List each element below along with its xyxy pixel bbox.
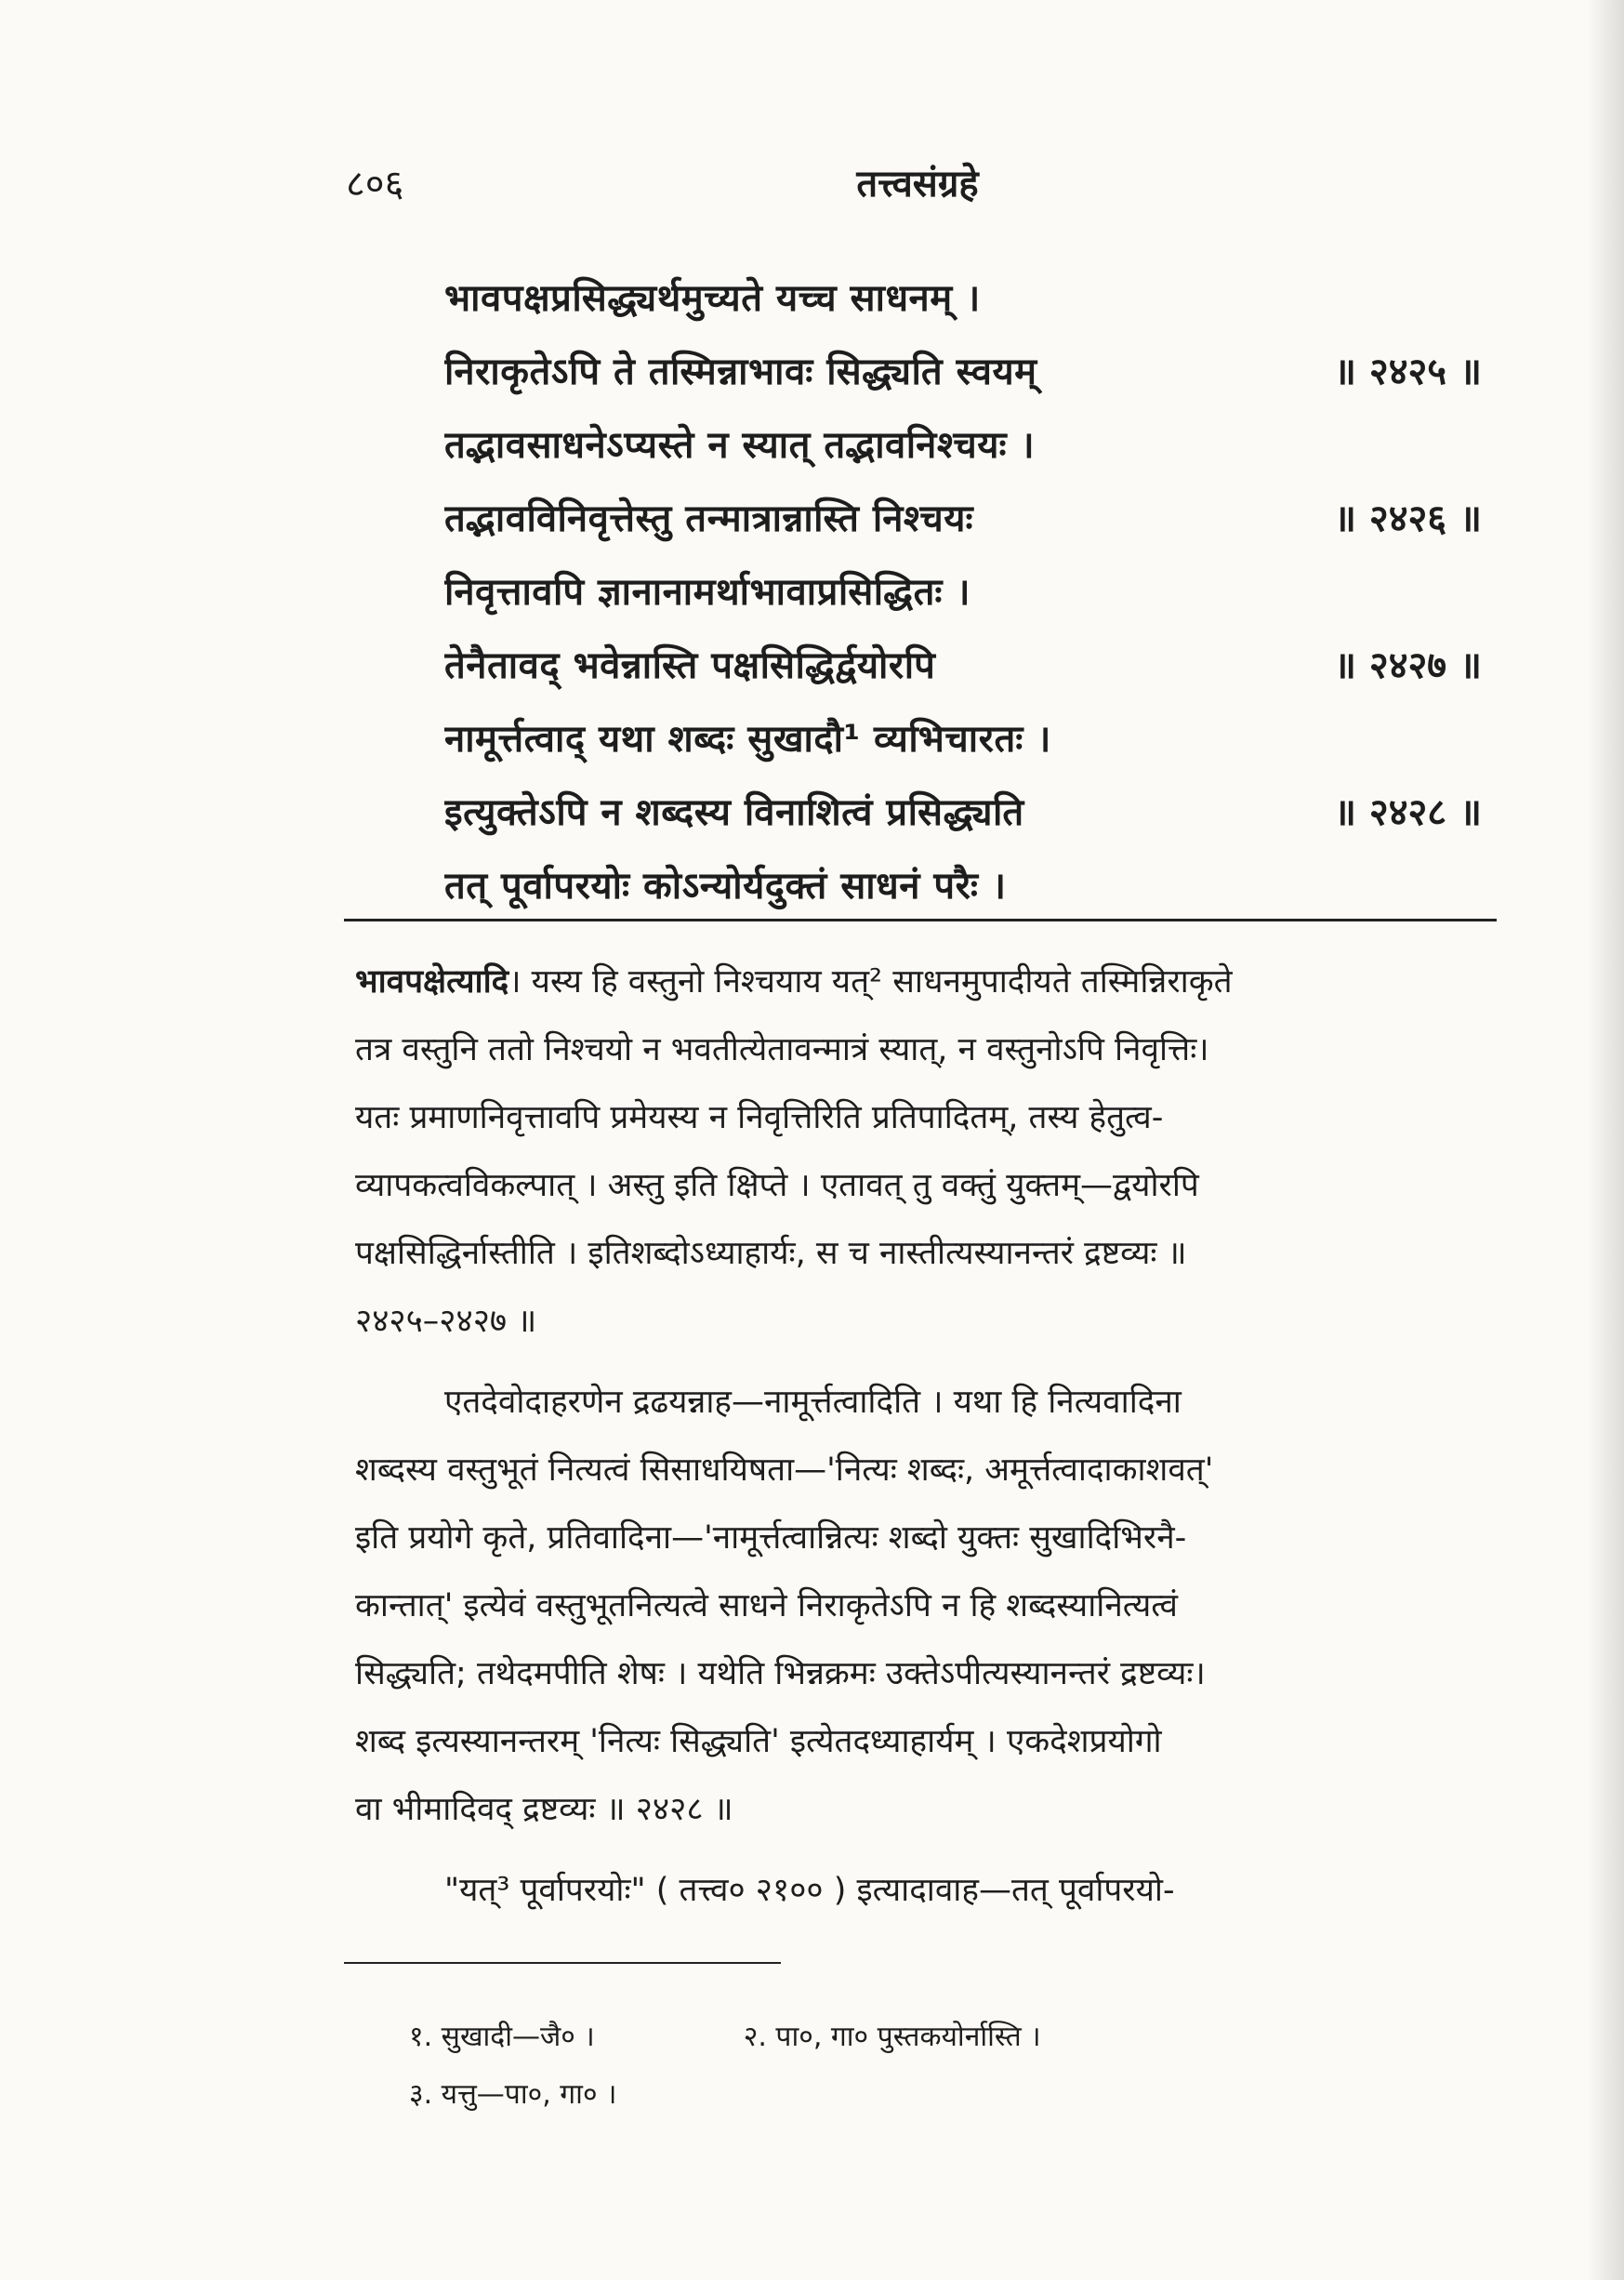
lemma: भावपक्षेत्यादि [355,963,509,1001]
verse-number: ॥ २४२७ ॥ [1334,644,1482,687]
commentary-line: शब्दस्य वस्तुभूतं नित्यत्वं सिसाधयिषता—'नित्यः शब्दः, अमूर्त्तत्वादाकाशवत्' [355,1452,1214,1489]
commentary-line: इति प्रयोगे कृते, प्रतिवादिना—'नामूर्त्तत्वान्नित्यः शब्दो युक्तः सुखादिभिरनै- [355,1519,1187,1557]
commentary-line: वा भीमादिवद् द्रष्टव्यः ॥ २४२८ ॥ [355,1791,733,1828]
page-header [346,156,1489,221]
verse-line: तेनैतावद् भवेन्नास्ति पक्षसिद्धिर्द्वयोरपि ॥ २४२७ ॥ [444,630,1485,703]
commentary-line: तत्र वस्तुनि ततो निश्चयो न भवतीत्येतावन्मात्रं स्यात्, न वस्तुनोऽपि निवृत्तिः। [355,1031,1209,1068]
commentary-line: कान्तात्' इत्येवं वस्तुभूतनित्यत्वे साधने निराकृतेऽपि न हि शब्दस्यानित्यत्वं [355,1587,1178,1624]
verse-line: तत् पूर्वापरयोः कोऽन्योर्यदुक्तं साधनं परैः । [444,865,1007,908]
commentary-paragraph [355,1857,1497,1925]
commentary-line: सिद्ध्यति; तथेदमपीति शेषः । यथेति भिन्नक्रमः उक्तेऽपीत्यस्यानन्तरं द्रष्टव्यः। [355,1655,1206,1692]
commentary-line: पक्षसिद्धिर्नास्तीति । इतिशब्दोऽध्याहार्यः, स च नास्तीत्यस्यानन्तरं द्रष्टव्यः ॥ [355,1235,1187,1272]
page-number: ८०६ [346,163,404,205]
verse-number: ॥ २४२८ ॥ [1334,791,1482,834]
commentary-paragraph [355,948,1497,1356]
scan-edge-shadow [1587,0,1624,2280]
commentary-line: एतदेवोदाहरणेन द्रढयन्नाह—नामूर्त्तत्वादिति । यथा हि नित्यवादिना [444,1384,1182,1421]
verse-line: भावपक्षप्रसिद्ध्यर्थमुच्यते यच्च साधनम् । [444,277,981,320]
commentary-line: शब्द इत्यस्यानन्तरम् 'नित्यः सिद्ध्यति' इत्येतदध्याहार्यम् । एकदेशप्रयोगो [355,1723,1162,1760]
commentary-line: २४२५–२४२७ ॥ [355,1303,537,1340]
verse-line: तद्भावविनिवृत्तेस्तु तन्मात्रान्नास्ति निश्चयः ॥ २४२६ ॥ [444,483,1485,556]
footnote: ३. यत्तु—पा०, गा० । [409,2078,617,2111]
commentary-line: व्यापकत्वविकल्पात् । अस्तु इति क्षिप्ते । एतावत् तु वक्तुं युक्तम्—द्वयोरपि [355,1167,1199,1204]
verse-block [444,262,1485,923]
commentary-line: "यत्³ पूर्वापरयोः" ( तत्त्व० २१०० ) इत्यादावाह—तत् पूर्वापरयो- [444,1872,1175,1909]
verse-line: निराकृतेऽपि ते तस्मिन्नाभावः सिद्ध्यति स्वयम् ॥ २४२५ ॥ [444,336,1485,409]
verse-line: नामूर्त्तत्वाद् यथा शब्दः सुखादौ¹ व्यभिचारतः । [444,718,1051,761]
commentary-paragraph [355,1369,1497,1844]
verse-number: ॥ २४२६ ॥ [1334,497,1482,540]
verse-number: ॥ २४२५ ॥ [1334,351,1482,393]
commentary-line: भावपक्षेत्यादि। यस्य हि वस्तुनो निश्चयाय यत्² साधनमुपादीयते तस्मिन्निराकृते [355,963,1233,1001]
verse-line: निवृत्तावपि ज्ञानानामर्थाभावाप्रसिद्धितः । [444,571,971,614]
commentary-block [355,948,1497,1938]
verse-line: तद्भावसाधनेऽप्यस्ते न स्यात् तद्भावनिश्चयः । [444,424,1036,467]
verse-line: इत्युक्तेऽपि न शब्दस्य विनाशित्वं प्रसिद्ध्यति ॥ २४२८ ॥ [444,776,1485,850]
commentary-line: यतः प्रमाणनिवृत्तावपि प्रमेयस्य न निवृत्तिरिति प्रतिपादितम्, तस्य हेतुत्व- [355,1099,1164,1136]
verse-commentary-divider [344,919,1497,921]
footnote-divider [344,1962,781,1964]
footnotes [409,2008,1487,2124]
footnote: २. पा०, गा० पुस्तकयोर्नास्ति । [743,2021,1041,2053]
footnote: १. सुखादी—जै० । [409,2021,595,2053]
running-title: तत्त्वसंग्रहे [856,163,979,205]
